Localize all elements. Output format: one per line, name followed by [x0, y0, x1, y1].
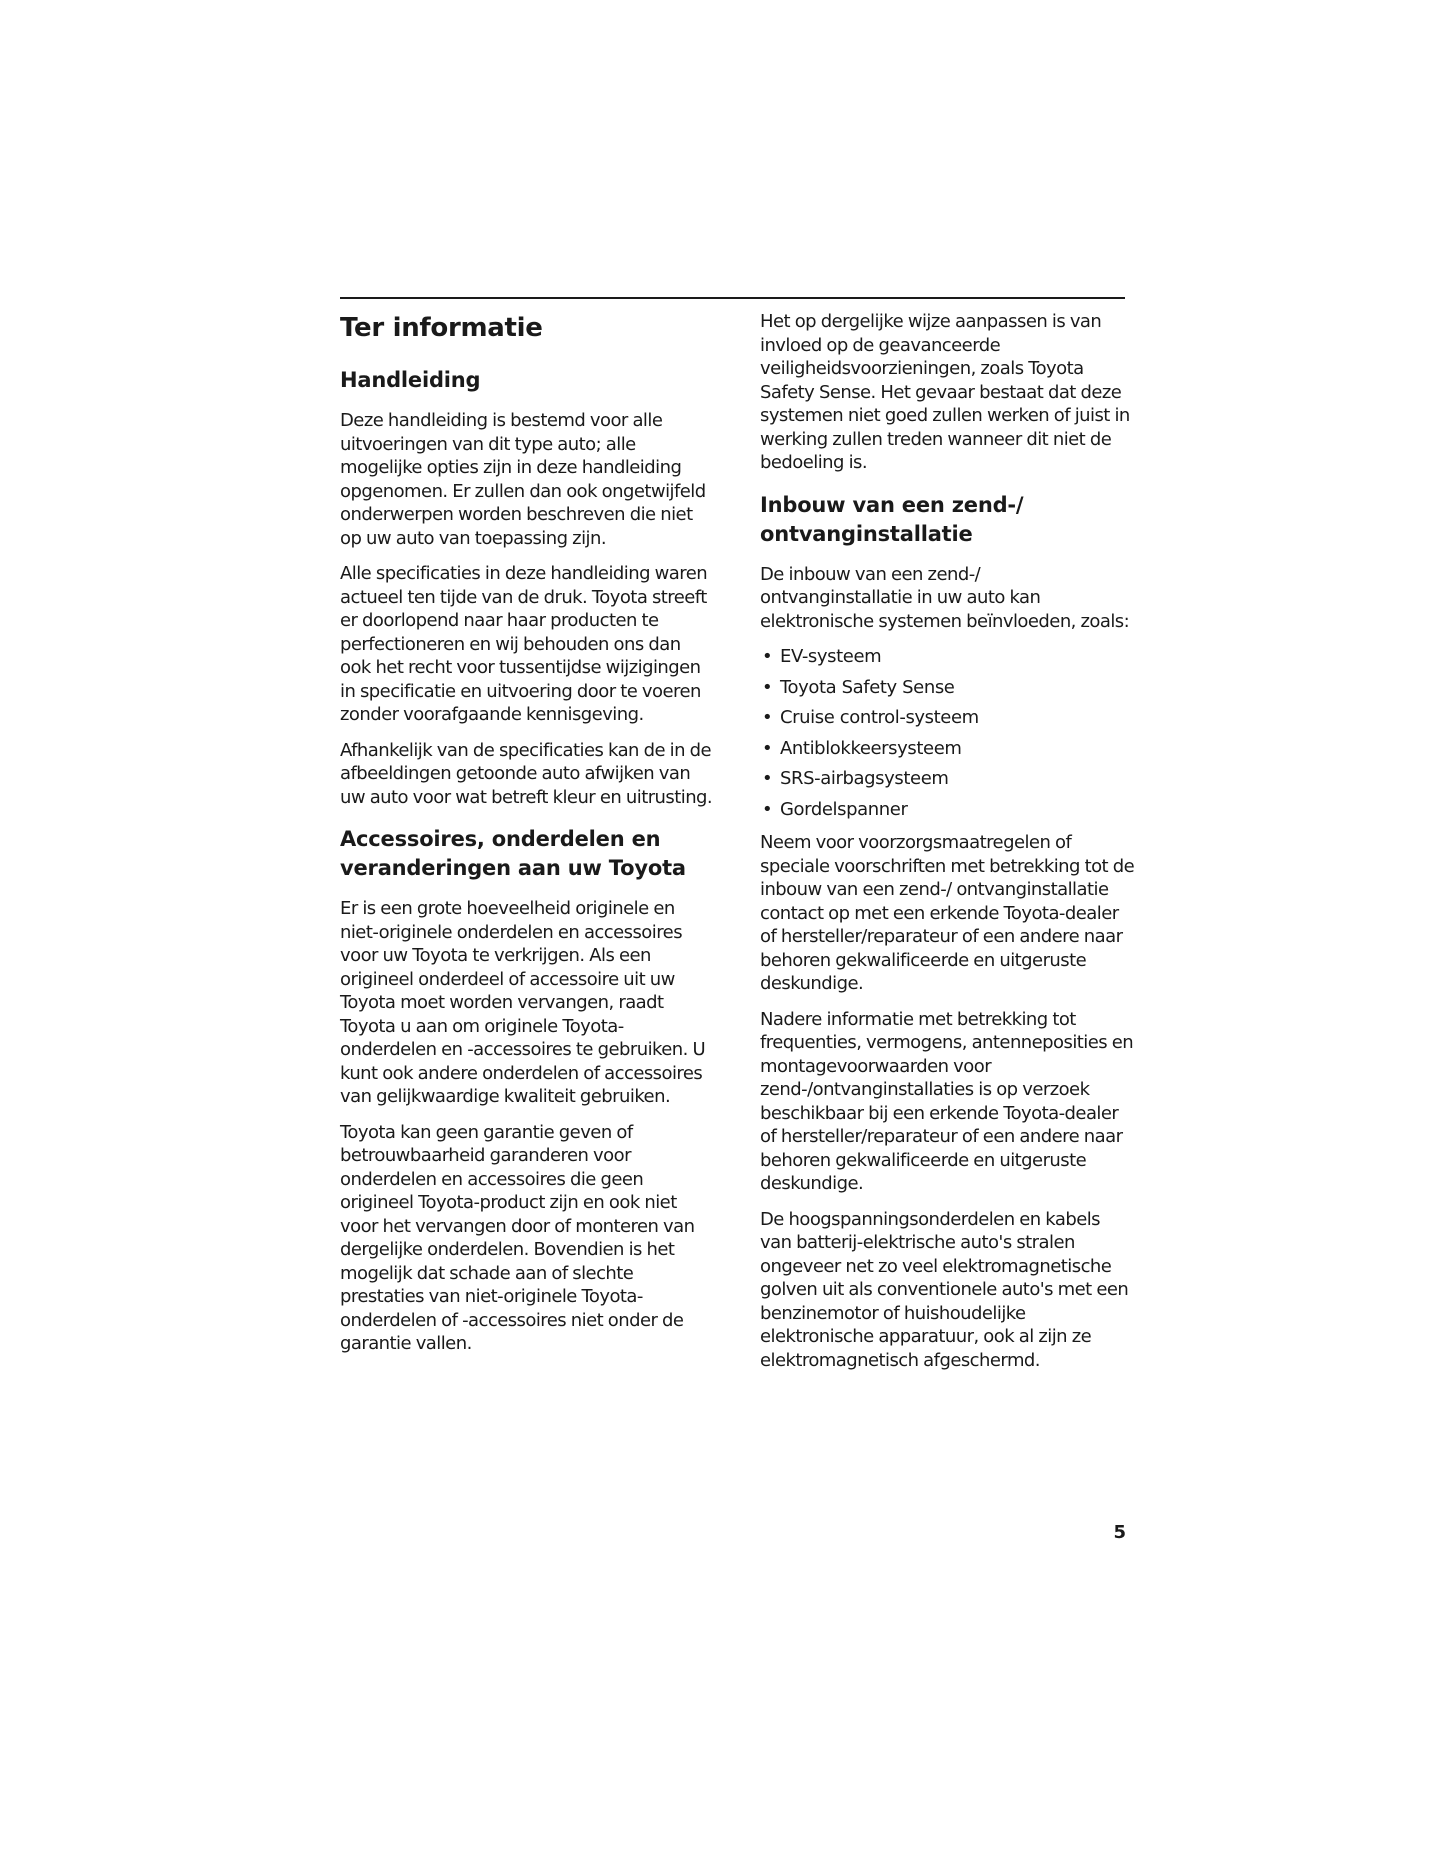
list-item-label: Toyota Safety Sense	[780, 676, 955, 698]
paragraph: Toyota kan geen garantie geven of betrouwbaarheid garanderen voor onderdelen en accessoires die geen origineel Toyota-product zijn en ook niet voor het vervangen door of monteren van dergelijke onderdelen. Bovendien is het mogelijk dat schade aan of slechte prestaties van niet-originele Toyota-onderdelen of -accessoires niet onder de garantie vallen.	[340, 1121, 695, 1354]
list-item	[760, 767, 1136, 791]
list-item	[760, 645, 1136, 669]
page-number: 5	[1113, 1522, 1126, 1543]
paragraph: Deze handleiding is bestemd voor alle uitvoeringen van dit type auto; alle mogelijke opties zijn in deze handleiding opgenomen. Er zullen dan ook ongetwijfeld onderwerpen worden beschreven die niet op uw auto van toepassing zijn.	[340, 410, 706, 549]
system-list	[760, 645, 1136, 821]
paragraph: De inbouw van een zend-/ ontvanginstallatie in uw auto kan elektronische systemen beïnvloeden, zoals:	[760, 563, 1130, 632]
heading-accessoires: Accessoires, onderdelen en veranderingen aan uw Toyota	[340, 827, 686, 880]
paragraph: Nadere informatie met betrekking tot frequenties, vermogens, antenneposities en montagevoorwaarden voor zend-/ontvanginstallaties is op verzoek beschikbaar bij een erkende Toyota-dealer of hersteller/reparateur of een andere naar behoren gekwalificeerde en uitgeruste deskundige.	[760, 1008, 1134, 1194]
bullet-icon: •	[762, 737, 773, 759]
paragraph: Alle specificaties in deze handleiding waren actueel ten tijde van de druk. Toyota streeft er doorlopend naar haar producten te perfectioneren en wij behouden ons dan ook het recht voor tussentijdse wijzigingen in specificatie en uitvoering door te voeren zonder voorafgaande kennisgeving.	[340, 563, 708, 725]
bullet-icon: •	[762, 676, 773, 698]
list-item-label: Antiblokkeersysteem	[780, 737, 962, 759]
right-column	[760, 310, 1136, 1384]
bullet-icon: •	[762, 798, 773, 820]
paragraph: Het op dergelijke wijze aanpassen is van invloed op de geavanceerde veiligheidsvoorzieningen, zoals Toyota Safety Sense. Het gevaar bestaat dat deze systemen niet goed zullen werken of juist in werking zullen treden wanneer dit niet de bedoeling is.	[760, 311, 1130, 473]
left-column	[340, 310, 716, 1368]
list-item-label: Cruise control-systeem	[780, 707, 979, 728]
list-item-label: Gordelspanner	[780, 798, 908, 820]
list-item	[760, 798, 1136, 822]
list-item	[760, 676, 1136, 700]
paragraph: Afhankelijk van de specificaties kan de in de afbeeldingen getoonde auto afwijken van uw auto voor wat betreft kleur en uitrusting.	[340, 739, 713, 808]
heading-handleiding: Handleiding	[340, 368, 481, 392]
bullet-icon: •	[762, 707, 773, 728]
list-item-label: SRS-airbagsysteem	[780, 768, 949, 789]
list-item	[760, 706, 1136, 730]
page-title: Ter informatie	[340, 313, 543, 343]
paragraph: Neem voor voorzorgsmaatregelen of speciale voorschriften met betrekking tot de inbouw van een zend-/ ontvanginstallatie contact op met een erkende Toyota-dealer of hersteller/reparateur of een andere naar behoren gekwalificeerde en uitgeruste deskundige.	[760, 832, 1135, 994]
list-item	[760, 737, 1136, 761]
top-divider	[340, 297, 1125, 299]
list-item-label: EV-systeem	[780, 646, 882, 667]
paragraph: De hoogspanningsonderdelen en kabels van batterij-elektrische auto's stralen ongeveer net zo veel elektromagnetische golven uit als conventionele auto's met een benzinemotor of huishoudelijke elektronische apparatuur, ook al zijn ze elektromagnetisch afgeschermd.	[760, 1208, 1129, 1371]
heading-inbouw: Inbouw van een zend-/ ontvanginstallatie	[760, 492, 1024, 546]
paragraph: Er is een grote hoeveelheid originele en niet-originele onderdelen en accessoires voor uw Toyota te verkrijgen. Als een origineel onderdeel of accessoire uit uw Toyota moet worden vervangen, raadt Toyota u aan om originele Toyota-onderdelen en -accessoires te gebruiken. U kunt ook andere onderdelen of accessoires van gelijkwaardige kwaliteit gebruiken.	[340, 898, 706, 1107]
bullet-icon: •	[762, 646, 773, 667]
bullet-icon: •	[762, 768, 773, 789]
